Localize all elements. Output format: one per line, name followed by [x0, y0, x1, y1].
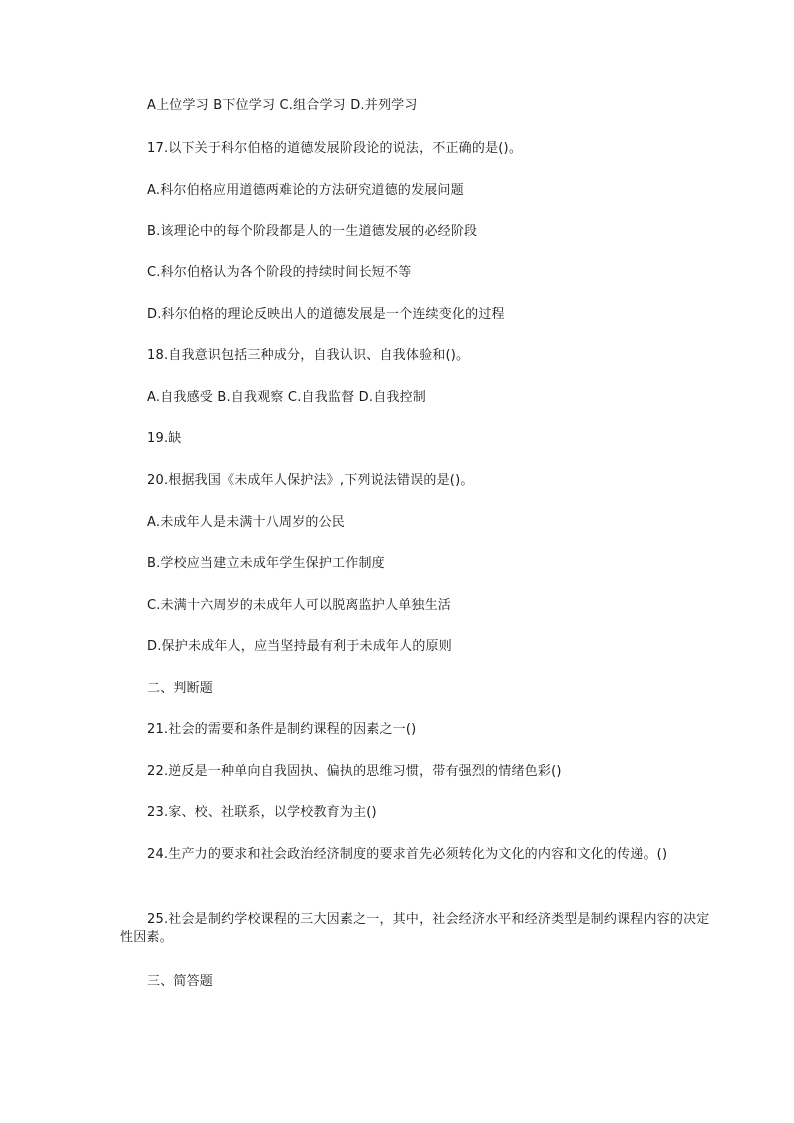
q20-option-a: A.未成年人是未满十八周岁的公民 [147, 515, 345, 530]
q18-options: A.自我感受 B.自我观察 C.自我监督 D.自我控制 [147, 390, 426, 405]
q20-option-b: B.学校应当建立未成年学生保护工作制度 [147, 556, 385, 571]
q20-option-c: C.未满十六周岁的未成年人可以脱离监护人单独生活 [147, 598, 452, 613]
q17-option-b: B.该理论中的每个阶段都是人的一生道德发展的必经阶段 [147, 224, 478, 239]
q17-option-a: A.科尔伯格应用道德两难论的方法研究道德的发展问题 [147, 183, 464, 198]
q16-options: A上位学习 B下位学习 C.组合学习 D.并列学习 [147, 98, 418, 113]
q25-stem: 25.社会是制约学校课程的三大因素之一，其中，社会经济水平和经济类型是制约课程内容的决定性因素。 [120, 912, 710, 945]
section-heading-short-answer: 三、简答题 [147, 974, 214, 989]
q19-stem: 19.缺 [147, 431, 182, 446]
q24-stem: 24.生产力的要求和社会政治经济制度的要求首先必须转化为文化的内容和文化的传递。() [147, 847, 668, 862]
q20-stem: 20.根据我国《未成年人保护法》,下列说法错误的是()。 [147, 473, 474, 488]
q22-stem: 22.逆反是一种单向自我固执、偏执的思维习惯，带有强烈的情绪色彩() [147, 764, 562, 779]
q20-option-d: D.保护未成年人，应当坚持最有利于未成年人的原则 [147, 639, 452, 654]
q21-stem: 21.社会的需要和条件是制约课程的因素之一() [147, 722, 417, 737]
q18-stem: 18.自我意识包括三种成分，自我认识、自我体验和()。 [147, 348, 470, 363]
q23-stem: 23.家、校、社联系，以学校教育为主() [147, 805, 377, 820]
q17-option-c: C.科尔伯格认为各个阶段的持续时间长短不等 [147, 265, 412, 280]
q17-stem: 17.以下关于科尔伯格的道德发展阶段论的说法，不正确的是()。 [147, 141, 523, 156]
q17-option-d: D.科尔伯格的理论反映出人的道德发展是一个连续变化的过程 [147, 307, 505, 322]
section-heading-judgment: 二、判断题 [147, 681, 214, 696]
